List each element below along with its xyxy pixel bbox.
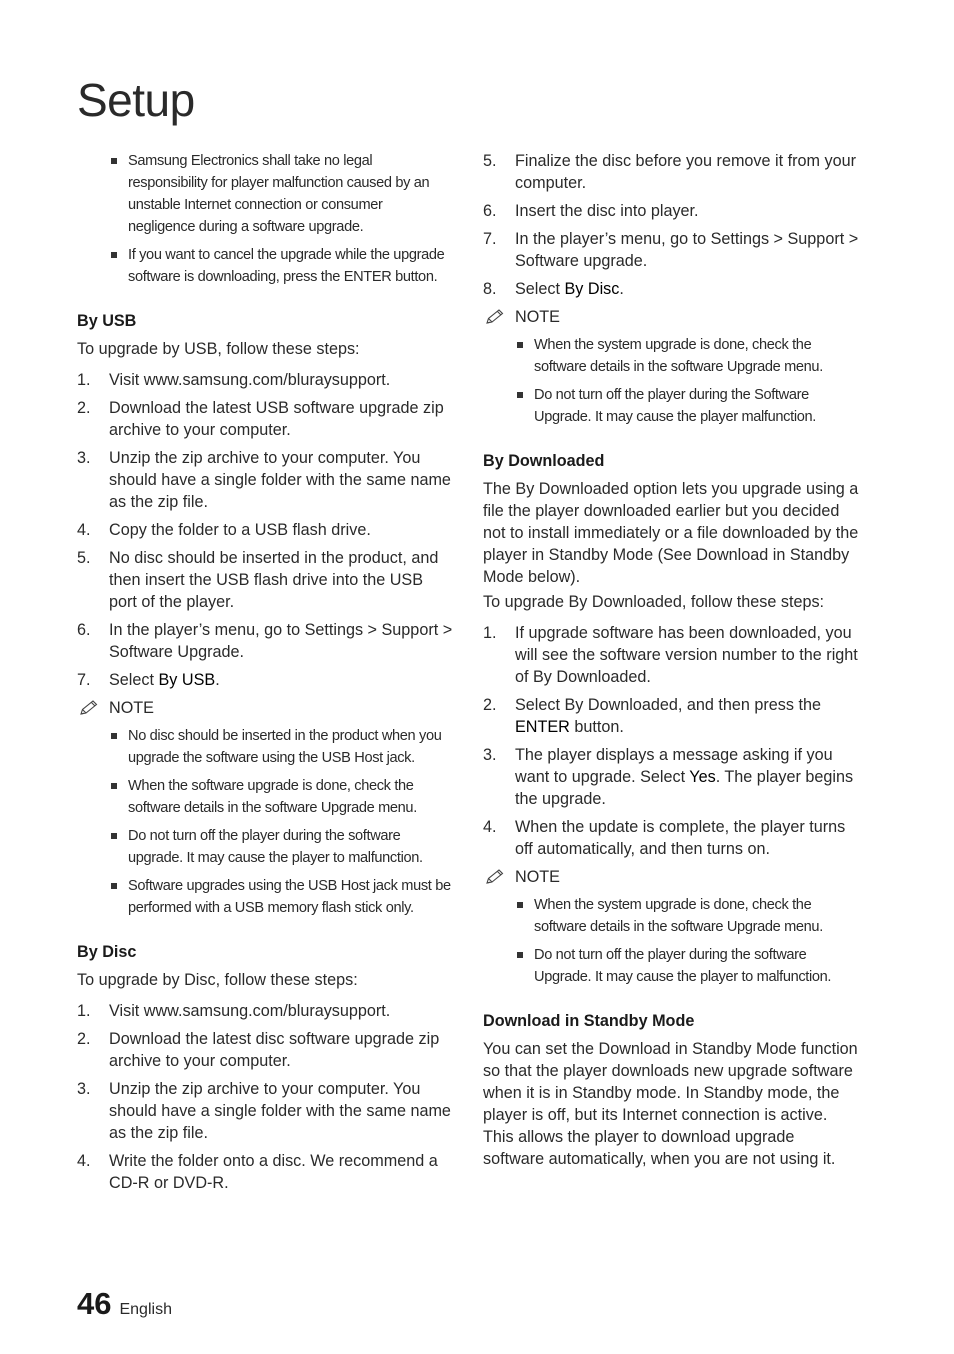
page-footer (77, 1286, 172, 1322)
by-disc-steps-continued (483, 150, 859, 300)
step-item: 1. If upgrade software has been downloaded, you will see the software version number to the right of By Downloaded. (483, 624, 858, 686)
step-item: 3. Unzip the zip archive to your computer. You should have a single folder with the same name as the zip file. (77, 449, 451, 511)
by-downloaded-notes (483, 894, 859, 988)
step-item: 4. When the update is complete, the player turns off automatically, and then turns on. (483, 818, 846, 858)
language-label: English (119, 1301, 172, 1318)
bullet-icon (111, 252, 117, 258)
note-item: Do not turn off the player during the Software Upgrade. It may cause the player malfunction. (515, 384, 859, 428)
step-item: 2. Download the latest USB software upgrade zip archive to your computer. (77, 399, 444, 439)
step-item: 7. In the player’s menu, go to Settings > Support > Software upgrade. (483, 230, 859, 270)
bullet-icon (517, 952, 523, 958)
step-item: 2. Download the latest disc software upgrade zip archive to your computer. (77, 1030, 440, 1070)
pencil-icon (78, 699, 102, 717)
by-disc-intro: To upgrade by Disc, follow these steps: (77, 971, 358, 989)
page-number: 46 (77, 1286, 112, 1321)
bullet-icon (111, 158, 117, 164)
note-item: Software upgrades using the USB Host jack must be performed with a USB memory flash stick only. (109, 875, 453, 919)
standby-description: You can set the Download in Standby Mode function so that the player downloads new upgrade software when it is in Standby mode. In Standby mode, the player is off, but its Internet connection is active. This allows the player to download upgrade software automatically, when you are not using it. (483, 1040, 858, 1168)
section-heading-by-downloaded: By Downloaded (483, 452, 605, 470)
step-item: 5. No disc should be inserted in the product, and then insert the USB flash drive into the USB port of the player. (77, 549, 439, 611)
step-item: 4. Write the folder onto a disc. We recommend a CD-R or DVD-R. (77, 1152, 438, 1192)
by-downloaded-steps (483, 622, 859, 860)
right-column (483, 150, 859, 1170)
section-heading-by-usb: By USB (77, 312, 137, 330)
bullet-icon (111, 783, 117, 789)
pencil-icon (484, 868, 508, 886)
note-heading: NOTE (483, 866, 859, 888)
step-item: 5. Finalize the disc before you remove it from your computer. (483, 152, 856, 192)
bullet-icon (517, 902, 523, 908)
by-disc-steps (77, 1000, 453, 1194)
pencil-icon (484, 308, 508, 326)
by-usb-steps (77, 369, 453, 691)
step-item: 6. Insert the disc into player. (483, 202, 699, 220)
note-item: When the system upgrade is done, check the software details in the software Upgrade menu. (515, 894, 859, 938)
left-column (77, 150, 453, 1200)
by-usb-intro: To upgrade by USB, follow these steps: (77, 340, 360, 358)
step-item: 2. Select By Downloaded, and then press the ENTER button. (483, 696, 821, 736)
note-item: Do not turn off the player during the software Upgrade. It may cause the player to malfunction. (515, 944, 859, 988)
step-item: 6. In the player’s menu, go to Settings > Support > Software Upgrade. (77, 621, 453, 661)
note-item: If you want to cancel the upgrade while the upgrade software is downloading, press the ENTER button. (109, 244, 453, 288)
page-title: Setup (77, 74, 195, 126)
intro-notes (77, 150, 453, 288)
by-downloaded-description: The By Downloaded option lets you upgrade using a file the player downloaded earlier but you decided not to install immediately or a file downloaded by the player in Standby Mode (See Download in Standby Mode below). (483, 480, 859, 586)
step-item: 3. The player displays a message asking if you want to upgrade. Select Yes. The player begins the upgrade. (483, 746, 854, 808)
step-item: 3. Unzip the zip archive to your computer. You should have a single folder with the same name as the zip file. (77, 1080, 451, 1142)
section-heading-by-disc: By Disc (77, 943, 137, 961)
note-item: When the system upgrade is done, check the software details in the software Upgrade menu. (515, 334, 859, 378)
note-item: Do not turn off the player during the software upgrade. It may cause the player to malfunction. (109, 825, 453, 869)
section-heading-standby: Download in Standby Mode (483, 1012, 695, 1030)
note-item: Samsung Electronics shall take no legal responsibility for player malfunction caused by an unstable Internet connection or consumer negligence during a software upgrade. (109, 150, 453, 238)
step-item: 7. Select By USB. (77, 671, 220, 689)
by-disc-notes (483, 334, 859, 428)
note-heading: NOTE (77, 697, 453, 719)
step-item: 4. Copy the folder to a USB flash drive. (77, 521, 371, 539)
bullet-icon (111, 733, 117, 739)
bullet-icon (517, 342, 523, 348)
bullet-icon (111, 833, 117, 839)
by-downloaded-intro: To upgrade By Downloaded, follow these steps: (483, 593, 825, 611)
note-heading: NOTE (483, 306, 859, 328)
step-item: 8. Select By Disc. (483, 280, 624, 298)
bullet-icon (111, 883, 117, 889)
by-usb-notes (77, 725, 453, 919)
step-item: 1. Visit www.samsung.com/bluraysupport. (77, 371, 391, 389)
note-item: No disc should be inserted in the product when you upgrade the software using the USB Host jack. (109, 725, 453, 769)
bullet-icon (517, 392, 523, 398)
note-item: When the software upgrade is done, check the software details in the software Upgrade menu. (109, 775, 453, 819)
step-item: 1. Visit www.samsung.com/bluraysupport. (77, 1002, 391, 1020)
